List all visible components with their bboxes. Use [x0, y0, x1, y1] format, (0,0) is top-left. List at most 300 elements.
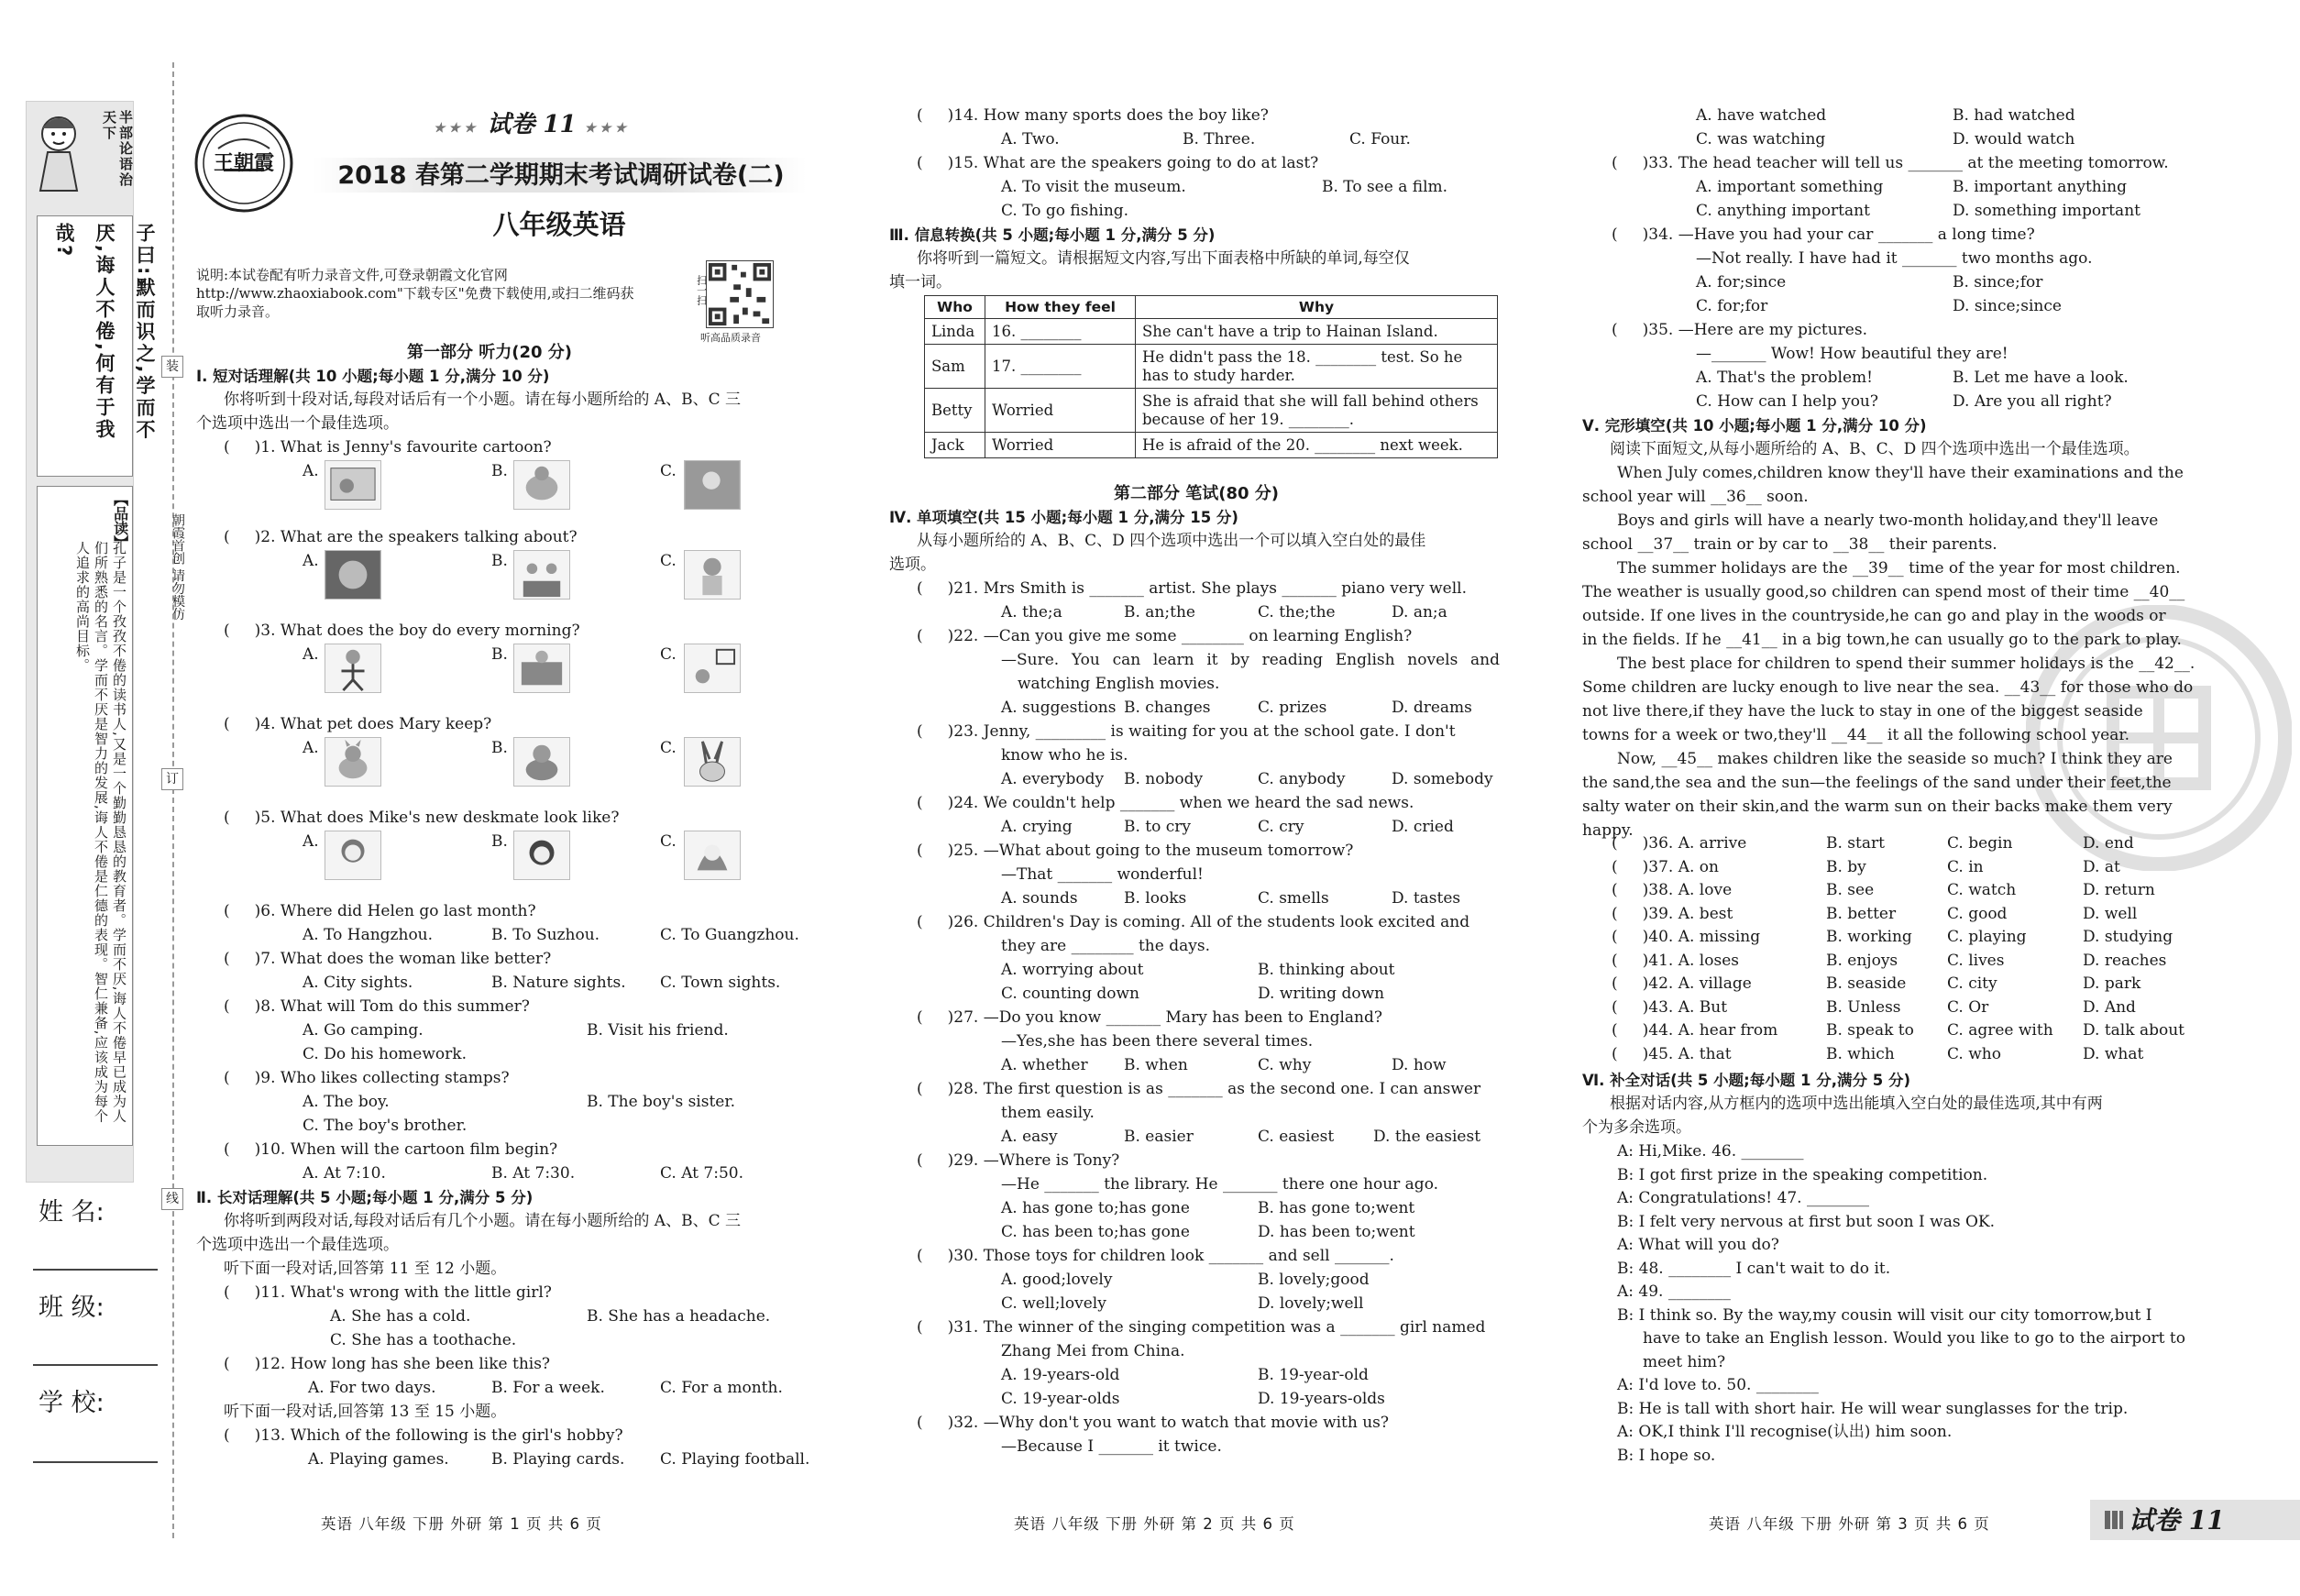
table-cell: Worried [985, 389, 1136, 433]
q31: ( )31. The winner of the singing competition was a _______ girl named [917, 1318, 1486, 1337]
q29-line-2: —He _______ the library. He _______ there one hour ago. [1001, 1175, 1439, 1194]
q8: ( )8. What will Tom do this summer? [224, 997, 530, 1016]
dialog-line: B: I felt very nervous at first but soon I was OK. [1617, 1212, 1996, 1231]
q5-label-a: A. [303, 832, 319, 851]
cloze-option[interactable]: D. reaches [2083, 951, 2167, 970]
q1-label-c: C. [660, 462, 677, 480]
cloze-option[interactable]: C. city [1947, 974, 1997, 993]
q2-image-c[interactable] [684, 550, 741, 600]
q33-option-b[interactable]: B. important anything [1953, 178, 2127, 196]
q4-image-c[interactable] [684, 737, 741, 787]
dialog-line: B: I think so. By the way,my cousin will visit our city tomorrow,but I [1617, 1305, 2152, 1325]
section4-instr-1: 从每小题所给的 A、B、C、D 四个选项中选出一个可以填入空白处的最佳 [917, 532, 1426, 550]
q26-line-2: they are ________ the days. [1001, 937, 1210, 955]
q28-line-2: them easily. [1001, 1104, 1095, 1122]
cloze-option[interactable]: B. Unless [1826, 997, 1901, 1017]
bind-char-3: 线 [161, 1188, 183, 1210]
q34-option-c[interactable]: C. for;for [1696, 297, 1768, 315]
qr-caption: 听高品质录音 [700, 332, 761, 344]
q6-option-c[interactable]: C. To Guangzhou. [660, 926, 799, 944]
q12-option-b[interactable]: B. For a week. [491, 1379, 605, 1397]
q27: ( )27. —Do you know _______ Mary has been to England? [917, 1008, 1382, 1027]
q30-option-c[interactable]: C. well;lovely [1001, 1294, 1106, 1313]
cloze-question: ( )36. A. arrive [1612, 834, 1747, 853]
q2-image-b[interactable] [513, 550, 570, 600]
q31-line-2: Zhang Mei from China. [1001, 1342, 1185, 1360]
cloze-line: outside. If one lives in the countryside,he can go and play in the woods or [1582, 607, 2166, 625]
table-header-why: Why [1136, 296, 1498, 319]
cloze-option[interactable]: B. speak to [1826, 1021, 1914, 1040]
section6-instr-2: 个为多余选项。 [1582, 1118, 1691, 1137]
cloze-line: Some children are lucky enough to live near the sea. __43__ for those who do [1582, 678, 2194, 697]
cloze-option[interactable]: D. talk about [2083, 1021, 2184, 1040]
table-cell[interactable]: He is afraid of the 20. ________ next week. [1136, 433, 1498, 458]
dialog-line: A: What will you do? [1617, 1236, 1779, 1254]
q15-option-c[interactable]: C. To go fishing. [1001, 202, 1129, 220]
section3-instr-1: 你将听到一篇短文。请根据短文内容,写出下面表格中所缺的单词,每空仅 [917, 249, 1410, 268]
info-table [924, 295, 1498, 458]
q35-option-d[interactable]: D. Are you all right? [1953, 392, 2112, 411]
q1-image-a[interactable] [325, 460, 381, 510]
table-cell: Worried [985, 433, 1136, 458]
cloze-line: salty water on their skin,and the warm sun on their backs make them very [1582, 798, 2173, 816]
section3-title: Ⅲ. 信息转换(共 5 小题;每小题 1 分,满分 5 分) [889, 226, 1216, 244]
q4-label-b: B. [491, 739, 508, 757]
section2-title: Ⅱ. 长对话理解(共 5 小题;每小题 1 分,满分 5 分) [196, 1189, 534, 1206]
q1-label-b: B. [491, 462, 508, 480]
cloze-question: ( )40. A. missing [1612, 928, 1761, 946]
q5-label-c: C. [660, 832, 677, 851]
q2: ( )2. What are the speakers talking about? [224, 528, 578, 546]
q3-label-b: B. [491, 645, 508, 664]
cloze-question: ( )38. A. love [1612, 881, 1733, 899]
q34-option-a[interactable]: A. for;since [1696, 273, 1787, 292]
cloze-option[interactable]: D. end [2083, 834, 2134, 853]
section5-instr: 阅读下面短文,从每小题所给的 A、B、C、D 四个选项中选出一个最佳选项。 [1610, 440, 2140, 458]
q2-label-c: C. [660, 552, 677, 570]
q7-option-b[interactable]: B. Nature sights. [491, 974, 626, 992]
q14-option-c[interactable]: C. Four. [1349, 130, 1411, 149]
q30-option-d[interactable]: D. lovely;well [1258, 1294, 1364, 1313]
cloze-line: school __37__ train or by car to __38__ their parents. [1582, 535, 1997, 554]
q15: ( )15. What are the speakers going to do at last? [917, 154, 1319, 172]
table-header-feel: How they feel [985, 296, 1136, 319]
q23-line-2: know who he is. [1001, 746, 1128, 765]
q29-option-b[interactable]: B. has gone to;went [1258, 1199, 1415, 1217]
q35-line-2: —_______ Wow! How beautiful they are! [1696, 345, 2008, 363]
table-row [925, 389, 1498, 433]
motto-cartoon [31, 108, 86, 195]
cloze-option[interactable]: D. studying [2083, 928, 2173, 946]
q3-label-c: C. [660, 645, 677, 664]
q25-option-b[interactable]: B. looks [1124, 889, 1187, 908]
table-cell-blank[interactable]: 17. ________ [985, 345, 1136, 389]
cloze-line: school year will __36__ soon. [1582, 488, 1809, 506]
q23: ( )23. Jenny, _________ is waiting for you at the school gate. I don't [917, 722, 1456, 741]
section2-sub-2: 听下面一段对话,回答第 13 至 15 小题。 [224, 1403, 507, 1421]
q23-option-c[interactable]: C. anybody [1258, 770, 1346, 788]
q24-option-c[interactable]: C. cry [1258, 818, 1304, 836]
page1-footer: 英语 八年级 下册 外研 第 1 页 共 6 页 [321, 1515, 602, 1533]
q32-option-a[interactable]: A. have watched [1696, 106, 1827, 125]
q3-label-a: A. [303, 645, 319, 664]
q4-label-c: C. [660, 739, 677, 757]
series-badge [394, 111, 669, 141]
q11: ( )11. What's wrong with the little girl? [224, 1283, 552, 1302]
q15-option-b[interactable]: B. To see a film. [1322, 178, 1448, 196]
q1-image-c[interactable] [684, 460, 741, 510]
q6-option-b[interactable]: B. To Suzhou. [491, 926, 600, 944]
cloze-line: in the fields. If he __41__ in a big town,he can usually go to the park to play. [1582, 631, 2182, 649]
q31-option-a[interactable]: A. 19-years-old [1001, 1366, 1120, 1384]
q21-option-c[interactable]: C. the;the [1258, 603, 1336, 622]
table-row [925, 345, 1498, 389]
q13: ( )13. Which of the following is the girl's hobby? [224, 1426, 623, 1445]
cloze-line: not live there,if they have the luck to stay in one of the biggest seaside [1582, 702, 2143, 721]
section2-instr-1: 你将听到两段对话,每段对话后有几个小题。请在每小题所给的 A、B、C 三 [224, 1212, 741, 1230]
table-cell-blank[interactable]: 16. ________ [985, 319, 1136, 345]
q27-option-b[interactable]: B. when [1124, 1056, 1188, 1074]
q21-option-b[interactable]: B. an;the [1124, 603, 1195, 622]
q10-option-a[interactable]: A. At 7:10. [303, 1164, 386, 1183]
q35-option-c[interactable]: C. How can I help you? [1696, 392, 1878, 411]
cloze-option[interactable]: D. at [2083, 857, 2120, 876]
cloze-line: The best place for children to spend their summer holidays is the __42__. [1617, 655, 2195, 673]
section2-instr-2: 个选项中选出一个最佳选项。 [196, 1236, 399, 1254]
q9-option-a[interactable]: A. The boy. [303, 1093, 390, 1111]
q12-option-c[interactable]: C. For a month. [660, 1379, 783, 1397]
class-field[interactable] [33, 1364, 158, 1366]
q2-image-a[interactable] [325, 550, 381, 600]
cloze-question: ( )45. A. that [1612, 1044, 1732, 1063]
section6-instr-1: 根据对话内容,从方框内的选项中选出能填入空白处的最佳选项,其中有两 [1610, 1095, 2103, 1113]
q28-option-c[interactable]: C. easiest [1258, 1128, 1335, 1146]
logo-text: 王朝霞 [213, 151, 274, 175]
cloze-option[interactable]: B. by [1826, 857, 1866, 876]
q22-option-a[interactable]: A. suggestions [1001, 699, 1117, 717]
q34: ( )34. —Have you had your car _______ a long time? [1612, 226, 2035, 244]
q2-label-b: B. [491, 552, 508, 570]
q10-option-b[interactable]: B. At 7:30. [491, 1164, 576, 1183]
q24: ( )24. We couldn't help _______ when we heard the sad news. [917, 794, 1414, 812]
q33: ( )33. The head teacher will tell us _______ at the meeting tomorrow. [1612, 154, 2169, 172]
section2-sub-1: 听下面一段对话,回答第 11 至 12 小题。 [224, 1260, 507, 1278]
q32-option-c[interactable]: C. was watching [1696, 130, 1826, 149]
q30-option-a[interactable]: A. good;lovely [1001, 1271, 1113, 1289]
q29-option-d[interactable]: D. has been to;went [1258, 1223, 1415, 1241]
q30: ( )30. Those toys for children look _______ and sell _______. [917, 1247, 1394, 1265]
binding-notice: 朝霞首创 请勿模仿 [171, 513, 185, 621]
name-field[interactable] [33, 1269, 158, 1271]
section1-instr-1: 你将听到十段对话,每段对话后有一个小题。请在每小题所给的 A、B、C 三 [224, 391, 741, 409]
q5: ( )5. What does Mike's new deskmate look like? [224, 809, 620, 827]
q12: ( )12. How long has she been like this? [224, 1355, 551, 1373]
cloze-line: Boys and girls will have a nearly two-month holiday,and they'll leave [1617, 512, 2159, 530]
cloze-option[interactable]: B. see [1826, 881, 1875, 899]
q14-option-b[interactable]: B. Three. [1183, 130, 1256, 149]
cloze-line: the sand,the sea and the sun—the feelings of the sand under their feet,the [1582, 774, 2172, 792]
q3: ( )3. What does the boy do every morning? [224, 622, 580, 640]
corner-squares-icon [2105, 1511, 2123, 1529]
q6: ( )6. Where did Helen go last month? [224, 902, 536, 920]
q35: ( )35. —Here are my pictures. [1612, 321, 1867, 339]
dialog-line: meet him? [1643, 1352, 1726, 1371]
q4-image-b[interactable] [513, 737, 570, 787]
cloze-option[interactable]: D. well [2083, 904, 2138, 923]
read-text: 孔子是一个孜孜不倦的读书人,又是一个勤勤恳恳的教育者。学而不厌,诲人不倦早已成为人们所熟悉的名言。学而不厌是智力的发展,诲人不倦是仁德的表现。智仁兼备,应该成为每个人追求的高尚目标。 [74, 541, 127, 1124]
q27-line-2: —Yes,she has been there several times. [1001, 1032, 1314, 1051]
cloze-option[interactable]: C. Or [1947, 997, 1989, 1017]
q11-option-b[interactable]: B. She has a headache. [587, 1307, 771, 1326]
q35-option-b[interactable]: B. Let me have a look. [1953, 369, 2129, 387]
q22-line-3: watching English movies. [1018, 675, 1220, 693]
q4-label-a: A. [303, 739, 319, 757]
read-title: 【品读】 [111, 491, 129, 550]
q7: ( )7. What does the woman like better? [224, 950, 552, 968]
cloze-option[interactable]: C. who [1947, 1044, 2001, 1063]
exam-subject: 八年级英语 [492, 209, 626, 240]
q29-option-a[interactable]: A. has gone to;has gone [1001, 1199, 1190, 1217]
q32-option-b[interactable]: B. had watched [1953, 106, 2075, 125]
q22: ( )22. —Can you give me some ________ on learning English? [917, 627, 1413, 645]
q25-option-d[interactable]: D. tastes [1392, 889, 1461, 908]
cloze-line: happy. [1582, 821, 1634, 840]
table-cell: Linda [925, 319, 985, 345]
dialog-line[interactable]: A: 49. ________ [1617, 1282, 1731, 1301]
q34-option-d[interactable]: D. since;since [1953, 297, 2062, 315]
q3-image-b[interactable] [513, 644, 570, 693]
table-cell[interactable]: He didn't pass the 18. ________ test. So he has to study harder. [1136, 345, 1498, 389]
dialog-line: have to take an English lesson. Would you like to go to the airport to [1643, 1329, 2185, 1348]
q14-option-a[interactable]: A. Two. [1001, 130, 1060, 149]
cloze-line: When July comes,children know they'll have their examinations and the [1617, 464, 2184, 482]
cloze-option[interactable]: C. agree with [1947, 1021, 2053, 1040]
cloze-option[interactable]: D. park [2083, 974, 2141, 993]
q34-line-2: —Not really. I have had it _______ two months ago. [1696, 249, 2093, 268]
q8-option-b[interactable]: B. Visit his friend. [587, 1021, 729, 1040]
table-cell: Betty [925, 389, 985, 433]
q4-image-a[interactable] [325, 737, 381, 787]
q33-option-d[interactable]: D. something important [1953, 202, 2140, 220]
q24-option-b[interactable]: B. to cry [1124, 818, 1192, 836]
q8-option-c[interactable]: C. Do his homework. [303, 1045, 467, 1063]
section1-instr-2: 个选项中选出一个最佳选项。 [196, 414, 399, 433]
class-label: 班 级: [39, 1293, 105, 1322]
dialog-line[interactable]: A: I'd love to. 50. ________ [1617, 1376, 1819, 1394]
q27-option-c[interactable]: C. why [1258, 1056, 1312, 1074]
cloze-question: ( )42. A. village [1612, 974, 1752, 993]
cloze-option[interactable]: B. enjoys [1826, 951, 1898, 970]
qr-code[interactable] [706, 260, 774, 328]
q30-option-b[interactable]: B. lovely;good [1258, 1271, 1370, 1289]
cloze-question: ( )43. A. But [1612, 997, 1728, 1017]
q11-option-c[interactable]: C. She has a toothache. [330, 1331, 517, 1349]
q7-option-c[interactable]: C. Town sights. [660, 974, 781, 992]
q22-option-c[interactable]: C. prizes [1258, 699, 1327, 717]
cloze-option[interactable]: D. return [2083, 881, 2155, 899]
cloze-line: Now, __45__ makes children like the seaside so much? I think they are [1617, 750, 2173, 768]
table-row [925, 433, 1498, 458]
cloze-line: towns for a week or two,they'll __44__ it all the following school year. [1582, 726, 2130, 744]
q22-option-d[interactable]: D. dreams [1392, 699, 1472, 717]
q1-image-b[interactable] [513, 460, 570, 510]
school-field[interactable] [33, 1461, 158, 1463]
q13-option-b[interactable]: B. Playing cards. [491, 1450, 625, 1469]
q31-option-b[interactable]: B. 19-year-old [1258, 1366, 1369, 1384]
q9: ( )9. Who likes collecting stamps? [224, 1069, 510, 1087]
q23-option-d[interactable]: D. somebody [1392, 770, 1493, 788]
table-cell: Sam [925, 345, 985, 389]
motto-tag: 半部论语治天下 [101, 110, 134, 188]
table-cell: She can't have a trip to Hainan Island. [1136, 319, 1498, 345]
q29: ( )29. —Where is Tony? [917, 1151, 1120, 1170]
q5-label-b: B. [491, 832, 508, 851]
cloze-option[interactable]: C. in [1947, 857, 1984, 876]
q22-line-2: —Sure. You can learn it by reading English novels and [1001, 651, 1500, 669]
q26-option-b[interactable]: B. thinking about [1258, 961, 1395, 979]
table-cell[interactable]: She is afraid that she will fall behind others because of her 19. ________. [1136, 389, 1498, 433]
q21-option-a[interactable]: A. the;a [1001, 603, 1062, 622]
q13-option-c[interactable]: C. Playing football. [660, 1450, 810, 1469]
q6-option-a[interactable]: A. To Hangzhou. [303, 926, 434, 944]
q3-image-c[interactable] [684, 644, 741, 693]
q22-option-b[interactable]: B. changes [1124, 699, 1211, 717]
q25-line-2: —That _______ wonderful! [1001, 865, 1204, 884]
q23-option-b[interactable]: B. nobody [1124, 770, 1204, 788]
name-label: 姓 名: [39, 1198, 105, 1227]
section3-instr-2: 填一词。 [889, 273, 952, 292]
q28-option-d[interactable]: D. the easiest [1373, 1128, 1481, 1146]
q1: ( )1. What is Jenny's favourite cartoon? [224, 438, 552, 457]
exam-title: 2018 春第二学期期末考试调研试卷(二) [337, 161, 785, 190]
q28-option-b[interactable]: B. easier [1124, 1128, 1194, 1146]
q5-image-c[interactable] [684, 831, 741, 880]
cloze-option[interactable]: B. better [1826, 904, 1897, 923]
q3-image-a[interactable] [325, 644, 381, 693]
q25-option-c[interactable]: C. smells [1258, 889, 1329, 908]
q24-option-a[interactable]: A. crying [1001, 818, 1073, 836]
section4-instr-2: 选项。 [889, 556, 936, 574]
q33-option-c[interactable]: C. anything important [1696, 202, 1870, 220]
q32-line-2: —Because I _______ it twice. [1001, 1437, 1222, 1456]
q25-option-a[interactable]: A. sounds [1001, 889, 1078, 908]
series-title: 试卷 11 [487, 111, 577, 138]
cloze-option[interactable]: D. And [2083, 997, 2136, 1017]
q26-option-d[interactable]: D. writing down [1258, 985, 1385, 1003]
cloze-option[interactable]: C. good [1947, 904, 2008, 923]
page2-footer: 英语 八年级 下册 外研 第 2 页 共 6 页 [1014, 1515, 1295, 1533]
dialog-line: A: OK,I think I'll recognise(认出) him soon. [1617, 1423, 1953, 1441]
q7-option-a[interactable]: A. City sights. [303, 974, 413, 992]
q2-label-a: A. [303, 552, 319, 570]
corner-title: 试卷 11 [2129, 1505, 2225, 1535]
q14: ( )14. How many sports does the boy like? [917, 106, 1269, 125]
cloze-question: ( )41. A. loses [1612, 951, 1739, 970]
table-header-row [925, 296, 1498, 319]
cloze-line: The weather is usually good,so children can spend most of their time __40__ [1582, 583, 2185, 601]
section1-title: Ⅰ. 短对话理解(共 10 小题;每小题 1 分,满分 10 分) [196, 368, 550, 385]
side-quote: 子曰:默而识之,学而不厌,诲人不倦,何有于我哉? [53, 223, 156, 442]
q23-option-a[interactable]: A. everybody [1001, 770, 1105, 788]
dialog-line[interactable]: A: Congratulations! 47. ________ [1617, 1189, 1869, 1207]
cloze-option[interactable]: C. watch [1947, 881, 2017, 899]
cloze-question: ( )44. A. hear from [1612, 1021, 1778, 1040]
q27-option-d[interactable]: D. how [1392, 1056, 1447, 1074]
cloze-option[interactable]: D. what [2083, 1044, 2144, 1063]
binding-line [172, 62, 174, 1538]
table-row [925, 319, 1498, 345]
table-cell: Jack [925, 433, 985, 458]
bind-char-1: 装 [161, 356, 183, 378]
dialog-line: B: I got first prize in the speaking competition. [1617, 1165, 1988, 1184]
q4: ( )4. What pet does Mary keep? [224, 715, 492, 733]
q12-option-a[interactable]: A. For two days. [308, 1379, 436, 1397]
q5-image-b[interactable] [513, 831, 570, 880]
q33-option-a[interactable]: A. important something [1696, 178, 1884, 196]
cloze-question: ( )39. A. best [1612, 904, 1733, 923]
q15-option-a[interactable]: A. To visit the museum. [1001, 178, 1186, 196]
star-left-icon: ★★★ [433, 121, 488, 136]
q27-option-a[interactable]: A. whether [1001, 1056, 1088, 1074]
cloze-line: The summer holidays are the __39__ time of the year for most children. [1617, 559, 2181, 578]
q28-option-a[interactable]: A. easy [1001, 1128, 1058, 1146]
cloze-option[interactable]: B. working [1826, 928, 1912, 946]
q1-label-a: A. [303, 462, 319, 480]
q9-option-b[interactable]: B. The boy's sister. [587, 1093, 736, 1111]
q31-option-c[interactable]: C. 19-year-olds [1001, 1390, 1120, 1408]
q21: ( )21. Mrs Smith is _______ artist. She plays _______ piano very well. [917, 579, 1468, 598]
q8-option-a[interactable]: A. Go camping. [303, 1021, 424, 1040]
dialog-line: B: I hope so. [1617, 1446, 1716, 1465]
cloze-option[interactable]: C. playing [1947, 928, 2027, 946]
q26-option-c[interactable]: C. counting down [1001, 985, 1139, 1003]
cloze-question: ( )37. A. on [1612, 857, 1719, 876]
q31-option-d[interactable]: D. 19-years-olds [1258, 1390, 1385, 1408]
q28: ( )28. The first question is as _______ as the second one. I can answer [917, 1080, 1481, 1098]
q9-option-c[interactable]: C. The boy's brother. [303, 1117, 468, 1135]
part1-heading: 第一部分 听力(20 分) [406, 343, 573, 362]
section5-title: Ⅴ. 完形填空(共 10 小题;每小题 1 分,满分 10 分) [1582, 417, 1927, 435]
q5-image-a[interactable] [325, 831, 381, 880]
school-label: 学 校: [39, 1389, 105, 1417]
bind-char-2: 订 [161, 768, 183, 790]
cloze-option[interactable]: B. which [1826, 1044, 1895, 1063]
cloze-option[interactable]: B. seaside [1826, 974, 1907, 993]
q32: ( )32. —Why don't you want to watch that movie with us? [917, 1414, 1390, 1432]
cloze-option[interactable]: C. lives [1947, 951, 2005, 970]
q10-option-c[interactable]: C. At 7:50. [660, 1164, 744, 1183]
q32-option-d[interactable]: D. would watch [1953, 130, 2075, 149]
q11-option-a[interactable]: A. She has a cold. [330, 1307, 471, 1326]
dialog-line[interactable]: B: 48. ________ I can't wait to do it. [1617, 1259, 1891, 1278]
dialog-line[interactable]: A: Hi,Mike. 46. ________ [1617, 1142, 1804, 1161]
table-header-who: Who [925, 296, 985, 319]
section6-title: Ⅵ. 补全对话(共 5 小题;每小题 1 分,满分 5 分) [1582, 1072, 1911, 1089]
cloze-option[interactable]: B. start [1826, 834, 1885, 853]
q24-option-d[interactable]: D. cried [1392, 818, 1454, 836]
instruction-note: 说明:本试卷配有听力录音文件,可登录朝霞文化官网 http://www.zhaoxiabook.com"下载专区"免费下载使用,或扫二维码获取听力录音。 [196, 267, 634, 320]
part2-heading: 第二部分 笔试(80 分) [1113, 484, 1280, 503]
star-right-icon: ★★★ [576, 121, 631, 136]
q34-option-b[interactable]: B. since;for [1953, 273, 2043, 292]
q21-option-d[interactable]: D. an;a [1392, 603, 1447, 622]
q35-option-a[interactable]: A. That's the problem! [1696, 369, 1873, 387]
q26-option-a[interactable]: A. worrying about [1001, 961, 1144, 979]
cloze-option[interactable]: C. begin [1947, 834, 2013, 853]
q13-option-a[interactable]: A. Playing games. [308, 1450, 449, 1469]
q29-option-c[interactable]: C. has been to;has gone [1001, 1223, 1190, 1241]
q26: ( )26. Children's Day is coming. All of the students look excited and [917, 913, 1470, 931]
